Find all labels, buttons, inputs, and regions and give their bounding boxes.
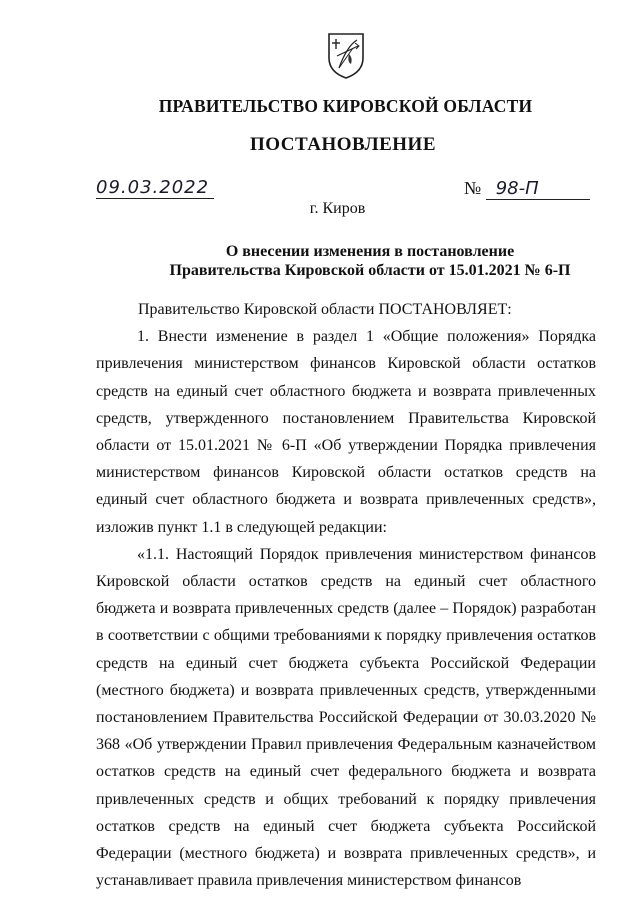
document-type-title: ПОСТАНОВЛЕНИЕ <box>249 134 437 155</box>
subject-line-1: О внесении изменения в постановление <box>225 243 515 260</box>
document-number-block <box>464 178 590 200</box>
intro-paragraph: Правительство Кировской области ПОСТАНОВЛЯЕТ: <box>138 301 512 318</box>
document-date: 09.03.2022 <box>96 178 214 199</box>
coat-of-arms-icon <box>325 28 367 80</box>
organization-title: ПРАВИТЕЛЬСТВО КИРОВСКОЙ ОБЛАСТИ <box>158 96 533 116</box>
document-number: 98-П <box>486 179 590 200</box>
city: г. Киров <box>309 200 366 217</box>
document-body <box>96 296 596 894</box>
paragraph-1: 1. Внести изменение в раздел 1 «Общие положения» Порядка привлечения министерством финансов Кировской области остатков средств на единый счет областного бюджета и возврата привлеченных средств, утвержденного постановлением Правительства Кировской области от 15.01.2021 № 6-П «Об утверждении Порядка привлечения министерством финансов Кировской области остатков средств на единый счет областного бюджета и возврата привлеченных средств», изложив пункт 1.1 в следующей редакции: <box>96 328 596 536</box>
paragraph-2: «1.1. Настоящий Порядок привлечения министерством финансов Кировской области остатков средств на единый счет областного бюджета и возврата привлеченных средств (далее – Порядок) разработан в соответствии с общими требованиями к порядку привлечения остатков средств на единый счет бюджета субъекта Российской Федерации (местного бюджета) и возврата привлеченных средств, утвержденными постановлением Правительства Российской Федерации от 30.03.2020 № 368 «Об утверждении Правил привлечения Федеральным казначейством остатков средств на единый счет федерального бюджета и возврата привлеченных средств и общих требований к порядку привлечения остатков средств на единый счет бюджета субъекта Российской Федерации (местного бюджета) и возврата привлеченных средств», и устанавливает правила привлечения министерством финансов <box>96 545 596 890</box>
number-sign: № <box>464 178 482 198</box>
subject-line-2: Правительства Кировской области от 15.01.2021 № 6-П <box>169 262 571 279</box>
document-subject <box>140 242 600 280</box>
